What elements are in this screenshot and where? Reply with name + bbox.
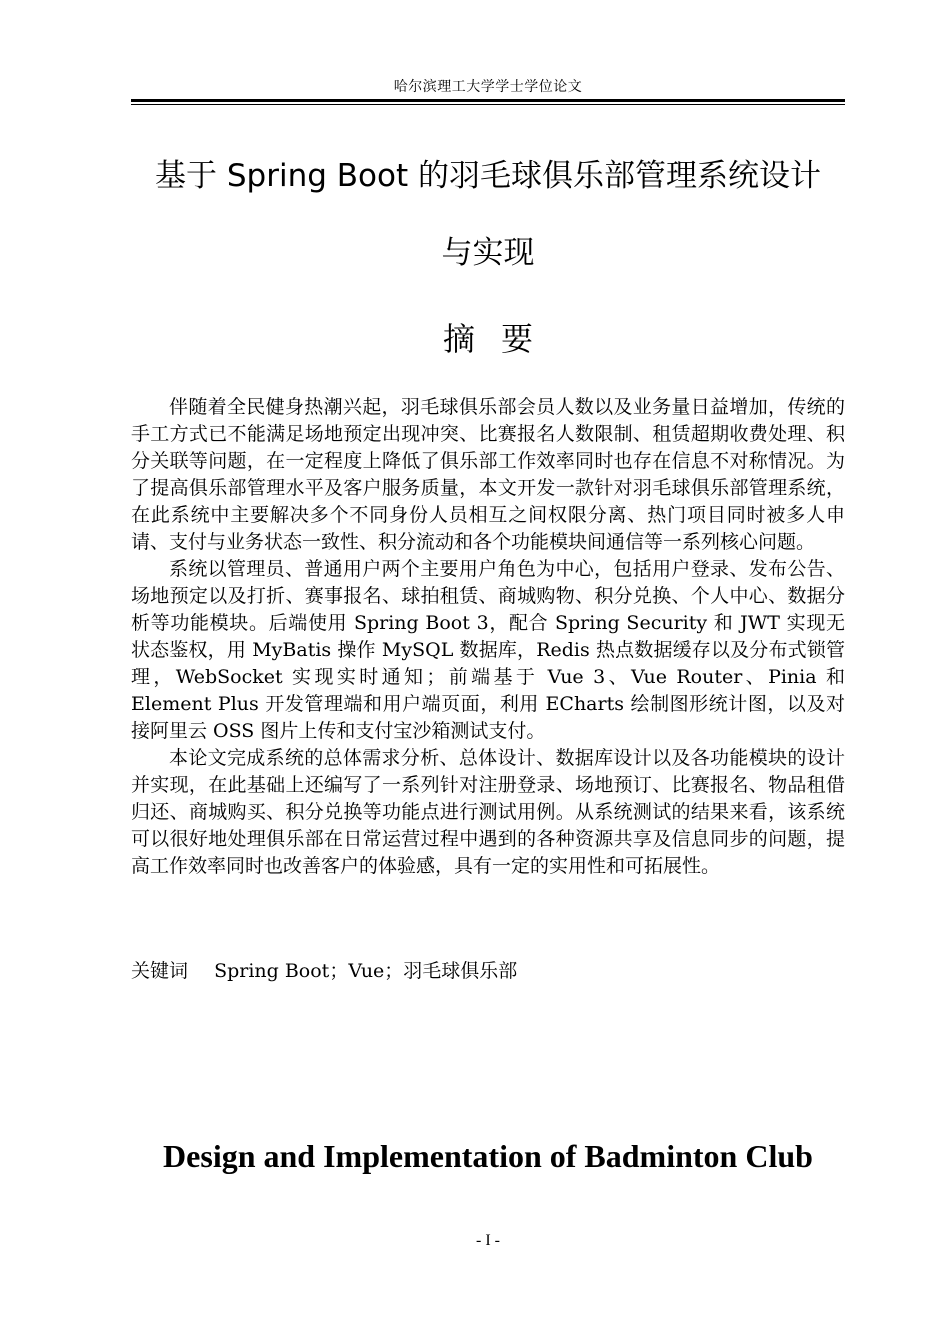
- header-rule-thick: [131, 99, 845, 102]
- keywords-label: 关键词: [131, 960, 189, 982]
- abstract-paragraph-3: 本论文完成系统的总体需求分析、总体设计、数据库设计以及各功能模块的设计并实现，在此基础上还编写了一系列针对注册登录、场地预订、比赛报名、物品租借归还、商城购买、积分兑换等功能点进行测试用例。从系统测试的结果来看，该系统可以很好地处理俱乐部在日常运营过程中遇到的各种资源共享及信息同步的问题，提高工作效率同时也改善客户的体验感，具有一定的实用性和可拓展性。: [131, 747, 845, 877]
- abstract-paragraph-2: 系统以管理员、普通用户两个主要用户角色为中心，包括用户登录、发布公告、场地预定以及打折、赛事报名、球拍租赁、商城购物、积分兑换、个人中心、数据分析等功能模块。后端使用 Spring Boot 3，配合 Spring Security 和 JWT 实现无状态鉴权，用 MyBatis 操作 MySQL 数据库，Redis 热点数据缓存以及分布式锁管理，WebSocket 实现实时通知；前端基于 Vue 3、Vue Router、Pinia 和 Element Plus 开发管理端和用户端页面，利用 ECharts 绘制图形统计图，以及对接阿里云 OSS 图片上传和支付宝沙箱测试支付。: [131, 558, 845, 742]
- abstract-body: [131, 394, 845, 880]
- thesis-title-line-2: 与实现: [441, 235, 535, 271]
- abstract-paragraph-1: 伴随着全民健身热潮兴起，羽毛球俱乐部会员人数以及业务量日益增加，传统的手工方式已不能满足场地预定出现冲突、比赛报名人数限制、租赁超期收费处理、积分关联等问题，在一定程度上降低了俱乐部工作效率同时也存在信息不对称情况。为了提高俱乐部管理水平及客户服务质量，本文开发一款针对羽毛球俱乐部管理系统，在此系统中主要解决多个不同身份人员相互之间权限分离、热门项目同时被多人申请、支付与业务状态一致性、积分流动和各个功能模块间通信等一系列核心问题。: [131, 396, 845, 553]
- header-rule-thin: [131, 104, 845, 105]
- english-title: Design and Implementation of Badminton Club: [163, 1138, 813, 1174]
- keywords-text: Spring Boot；Vue；羽毛球俱乐部: [214, 960, 518, 982]
- keywords-line: [131, 958, 845, 985]
- abstract-heading: 摘要: [442, 320, 559, 358]
- page-number: - I -: [476, 1232, 500, 1249]
- running-header: 哈尔滨理工大学学士学位论文: [393, 79, 583, 95]
- thesis-title-line-1: 基于 Spring Boot 的羽毛球俱乐部管理系统设计: [155, 158, 821, 194]
